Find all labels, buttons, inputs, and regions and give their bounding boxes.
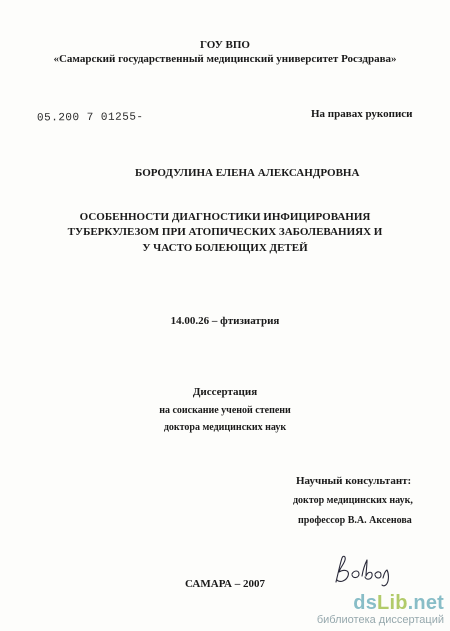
specialty-code: 14.00.26 – фтизиатрия [170, 315, 280, 327]
dslib-subtitle: библиотека диссертаций [316, 614, 444, 626]
author-name: БОРОДУЛИНА ЕЛЕНА АЛЕКСАНДРОВНА [135, 167, 360, 179]
dissertation-type: Диссертация [192, 386, 258, 398]
dslib-logo: dsLib.net [353, 592, 444, 614]
handwritten-signature [332, 552, 392, 592]
title-line-1: ОСОБЕННОСТИ ДИАГНОСТИКИ ИНФИЦИРОВАНИЯ [79, 211, 371, 223]
degree-line-2: доктора медицинских наук [163, 422, 287, 433]
manuscript-note: На правах рукописи [311, 108, 413, 120]
consultant-label: Научный консультант: [296, 475, 412, 487]
dslib-watermark [317, 592, 444, 627]
degree-line-1: на соискание ученой степени [159, 405, 291, 416]
title-line-3: У ЧАСТО БОЛЕЮЩИХ ДЕТЕЙ [142, 242, 308, 254]
archive-stamp: 05.200 7 01255- [36, 111, 144, 125]
organization-name: ГОУ ВПО [200, 39, 250, 51]
university-name: «Самарский государственный медицинский университет Росздрава» [53, 53, 397, 65]
city-year: САМАРА – 2007 [185, 578, 265, 590]
consultant-name: профессор В.А. Аксенова [298, 515, 412, 526]
consultant-degree: доктор медицинских наук, [293, 495, 413, 506]
title-line-2: ТУБЕРКУЛЕЗОМ ПРИ АТОПИЧЕСКИХ ЗАБОЛЕВАНИЯХ И [67, 226, 383, 238]
